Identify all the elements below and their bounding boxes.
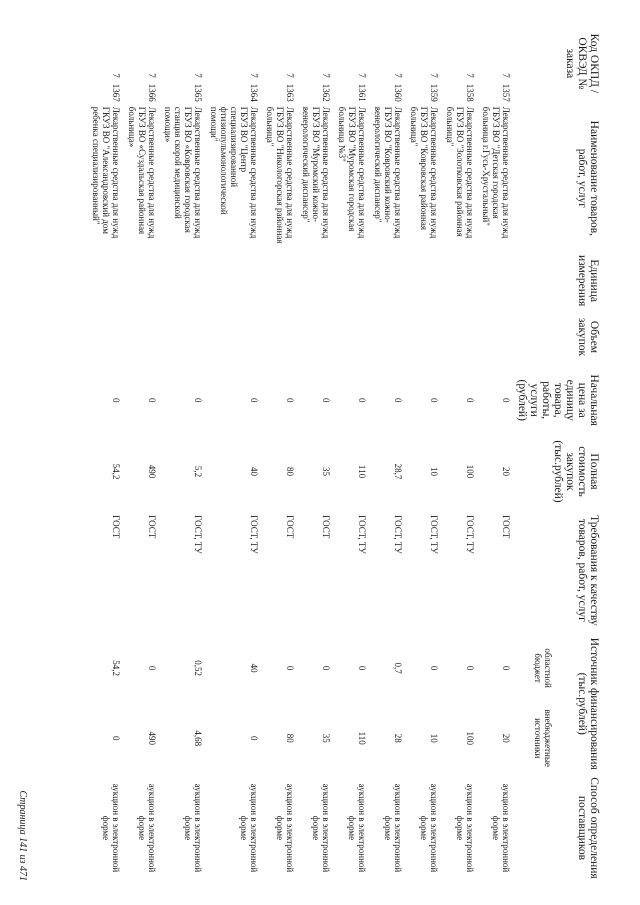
cell-volume xyxy=(478,309,514,364)
cell-unit xyxy=(442,252,478,309)
cell-unit xyxy=(206,252,262,309)
cell-cost: 28,7 xyxy=(393,463,403,480)
cell-price: 0 xyxy=(321,397,331,403)
row-code: 7 xyxy=(249,73,259,78)
cell-cost: 5,2 xyxy=(193,465,203,478)
cell-price: 0 xyxy=(501,397,511,403)
cell-unit xyxy=(334,252,370,309)
cell-code xyxy=(206,22,262,105)
header-volume: Объем закупок xyxy=(576,317,600,357)
cell-regional: 0,52 xyxy=(193,660,203,676)
cell-cost: 10 xyxy=(429,467,439,476)
cell-requirements: ГОСТ xyxy=(321,515,331,539)
cell-volume xyxy=(206,309,262,364)
table-row xyxy=(298,22,334,882)
row-code: 7 xyxy=(193,73,203,78)
cell-extrabudget: 20 xyxy=(501,733,511,743)
header-code: Код ОКПД / ОКВЭД № заказа xyxy=(564,33,600,94)
cell-extrabudget: 35 xyxy=(321,733,331,743)
header-funding: Источник финансирования (тыс.рублей) xyxy=(576,637,600,770)
cell-regional: 0 xyxy=(321,665,331,671)
procurement-table xyxy=(88,22,602,882)
row-order-number: 1365 xyxy=(193,83,203,102)
cell-price: 0 xyxy=(285,397,295,403)
cell-regional: 40 xyxy=(249,663,259,673)
header-full-cost: Полная стоимость закупок (тыс.рублей) xyxy=(552,440,600,503)
header-funding-extrabudget: внебюджетные источники xyxy=(532,709,553,767)
cell-unit xyxy=(478,252,514,309)
header-row xyxy=(553,22,602,882)
row-order-number: 1357 xyxy=(501,83,511,102)
cell-requirements: ГОСТ, ТУ xyxy=(193,515,203,554)
header-requirements: Требования к качеству товаров, работ, услуг xyxy=(576,515,600,626)
cell-price: 0 xyxy=(429,397,439,403)
cell-volume xyxy=(442,309,478,364)
row-order-number: 1367 xyxy=(111,83,121,102)
row-order-number: 1361 xyxy=(357,83,367,102)
table-row xyxy=(370,22,406,882)
row-order-number: 1363 xyxy=(285,83,295,102)
cell-code xyxy=(124,22,160,105)
table-row xyxy=(334,22,370,882)
cell-price: 0 xyxy=(193,397,203,403)
cell-cost: 35 xyxy=(321,467,331,476)
row-order-number: 1362 xyxy=(321,83,331,102)
cell-price: 0 xyxy=(249,397,259,403)
cell-code xyxy=(370,22,406,105)
cell-regional: 54,2 xyxy=(111,660,121,676)
cell-regional: 0 xyxy=(501,665,511,671)
cell-method: аукцион в электронной форме xyxy=(455,783,475,873)
cell-code xyxy=(262,22,298,105)
row-order-number: 1364 xyxy=(249,83,259,102)
row-code: 7 xyxy=(465,73,475,78)
header-unit: Единица измерения xyxy=(576,254,600,307)
row-code: 7 xyxy=(285,73,295,78)
cell-volume xyxy=(262,309,298,364)
cell-code xyxy=(334,22,370,105)
cell-requirements: ГОСТ, ТУ xyxy=(465,515,475,554)
cell-price: 0 xyxy=(357,397,367,403)
cell-name: Лекарственные средства для нужд ГБУЗ ВО "Никологорская районная больница" xyxy=(265,106,295,244)
cell-regional: 0 xyxy=(465,665,475,671)
row-order-number: 1366 xyxy=(147,83,157,102)
cell-name: Лекарственные средства для нужд ГБУЗ ВО "Муромский кожно-венерологический диспансер" xyxy=(301,106,331,239)
cell-volume xyxy=(334,309,370,364)
table-body xyxy=(88,22,514,882)
cell-requirements: ГОСТ, ТУ xyxy=(357,515,367,554)
cell-extrabudget: 28 xyxy=(393,733,403,743)
cell-volume xyxy=(406,309,442,364)
cell-method: аукцион в электронной форме xyxy=(101,783,121,873)
cell-unit xyxy=(88,252,124,309)
cell-regional: 0,7 xyxy=(393,662,403,674)
cell-method: аукцион в электронной форме xyxy=(347,783,367,873)
cell-unit xyxy=(262,252,298,309)
cell-price: 0 xyxy=(393,397,403,403)
page-number: Страница 141 из 471 xyxy=(17,790,28,881)
cell-method: аукцион в электронной форме xyxy=(383,783,403,873)
cell-method: аукцион в электронной форме xyxy=(239,783,259,873)
cell-extrabudget: 0 xyxy=(111,735,121,741)
cell-extrabudget: 490 xyxy=(147,731,157,745)
cell-unit xyxy=(406,252,442,309)
cell-unit xyxy=(370,252,406,309)
row-code: 7 xyxy=(357,73,367,78)
table-row xyxy=(406,22,442,882)
cell-cost: 80 xyxy=(285,467,295,476)
cell-name: Лекарственные средства для нужд ГБУЗ ВО "Ковровский кожно-венерологический диспансер" xyxy=(373,106,403,239)
cell-volume xyxy=(160,309,206,364)
cell-price: 0 xyxy=(111,397,121,403)
table-row xyxy=(478,22,514,882)
cell-requirements: ГОСТ xyxy=(501,515,511,539)
row-order-number: 1358 xyxy=(465,83,475,102)
row-code: 7 xyxy=(393,73,403,78)
cell-requirements: ГОСТ xyxy=(147,515,157,539)
cell-method: аукцион в электронной форме xyxy=(183,783,203,873)
cell-volume xyxy=(124,309,160,364)
cell-name: Лекарственные средства для нужд ГБУЗ ВО «Суздальская районная больница» xyxy=(127,106,157,239)
cell-requirements: ГОСТ xyxy=(285,515,295,539)
cell-name: Лекарственные средства для нужд ГБУЗ ВО "Центр специализированной фтизиопульмонологической помощи" xyxy=(209,106,259,239)
table-row xyxy=(262,22,298,882)
cell-regional: 0 xyxy=(147,665,157,671)
cell-extrabudget: 10 xyxy=(429,733,439,743)
cell-requirements: ГОСТ, ТУ xyxy=(429,515,439,554)
cell-name: Лекарственные средства для нужд ГБУЗ ВО "Детская городская больница г.Гусь-Хрустальный" xyxy=(481,106,511,239)
cell-cost: 54,2 xyxy=(111,463,121,480)
cell-name: Лекарственные средства для нужд ГБУЗ ВО "Муромская городская больница №3" xyxy=(337,106,367,239)
cell-name: Лекарственные средства для нужд ГБУЗ ВО "Ковровская районная больница" xyxy=(409,106,439,239)
cell-method: аукцион в электронной форме xyxy=(275,783,295,873)
cell-unit xyxy=(124,252,160,309)
table-row xyxy=(206,22,262,882)
table-row xyxy=(442,22,478,882)
cell-volume xyxy=(88,309,124,364)
cell-requirements: ГОСТ, ТУ xyxy=(393,515,403,554)
row-order-number: 1359 xyxy=(429,83,439,102)
cell-unit xyxy=(298,252,334,309)
cell-regional: 0 xyxy=(429,665,439,671)
row-code: 7 xyxy=(147,73,157,78)
cell-cost: 40 xyxy=(249,467,259,476)
cell-name: Лекарственные средства для нужд ГБУЗ ВО «Ковровская городская станция скорой медицинской помощи» xyxy=(163,106,203,239)
header-method: Способ определения поставщиков xyxy=(576,777,600,879)
row-code: 7 xyxy=(111,73,121,78)
cell-method: аукцион в электронной форме xyxy=(491,783,511,873)
cell-cost: 20 xyxy=(501,467,511,476)
row-code: 7 xyxy=(429,73,439,78)
cell-unit xyxy=(160,252,206,309)
cell-requirements: ГОСТ, ТУ xyxy=(249,515,259,554)
cell-price: 0 xyxy=(465,397,475,403)
cell-extrabudget: 0 xyxy=(249,735,259,741)
cell-name: Лекарственные средства для нужд ГКУЗ ВО "Александровский дом ребенка специализированный" xyxy=(91,106,121,239)
header-initial-price: Начальная цена за единицу товара, работы, услуги (рублей) xyxy=(516,374,600,426)
cell-extrabudget: 80 xyxy=(285,733,295,743)
row-code: 7 xyxy=(321,73,331,78)
cell-extrabudget: 110 xyxy=(357,731,367,745)
cell-extrabudget: 100 xyxy=(465,731,475,745)
header-funding-regional: областной бюджет xyxy=(532,648,553,688)
header-name: Наименование товаров, работ, услуг xyxy=(576,120,600,237)
table-row xyxy=(160,22,206,882)
cell-volume xyxy=(370,309,406,364)
table-row xyxy=(88,22,124,882)
cell-cost: 100 xyxy=(465,464,475,479)
cell-regional: 0 xyxy=(357,665,367,671)
cell-cost: 490 xyxy=(147,464,157,479)
cell-code xyxy=(298,22,334,105)
cell-method: аукцион в электронной форме xyxy=(419,783,439,873)
table-row xyxy=(124,22,160,882)
cell-regional: 0 xyxy=(285,665,295,671)
cell-code xyxy=(478,22,514,105)
cell-code xyxy=(88,22,124,105)
cell-code xyxy=(406,22,442,105)
cell-cost: 110 xyxy=(357,464,367,479)
cell-method: аукцион в электронной форме xyxy=(137,783,157,873)
cell-price: 0 xyxy=(147,397,157,403)
cell-code xyxy=(442,22,478,105)
cell-volume xyxy=(298,309,334,364)
cell-method: аукцион в электронной форме xyxy=(311,783,331,873)
cell-code xyxy=(160,22,206,105)
cell-name: Лекарственные средства для нужд ГБУЗ ВО "Золотковская районная больница" xyxy=(445,106,475,239)
cell-extrabudget: 4,68 xyxy=(193,730,203,747)
cell-requirements: ГОСТ xyxy=(111,515,121,539)
row-order-number: 1360 xyxy=(393,83,403,102)
row-code: 7 xyxy=(501,73,511,78)
